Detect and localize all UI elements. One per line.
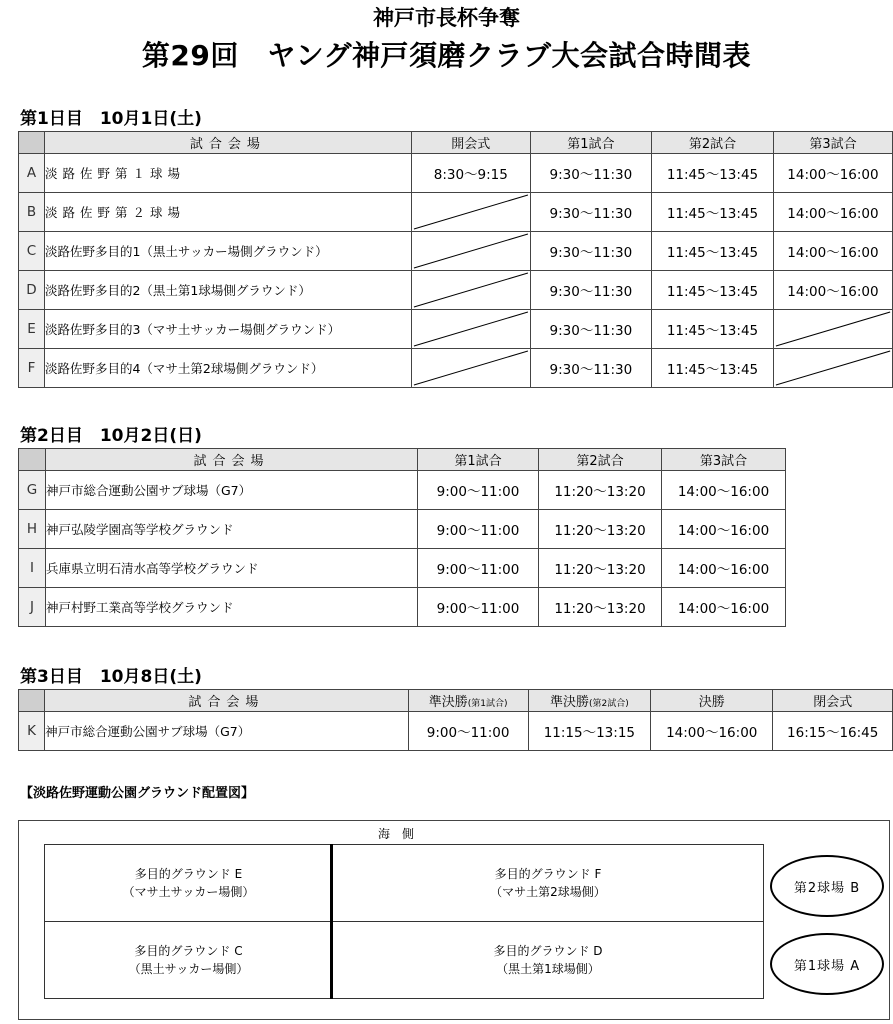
empty-cell-slash [411, 193, 530, 232]
field-a-ellipse [770, 933, 884, 995]
game2-time: 11:45～13:45 [652, 349, 774, 388]
game2-time: 11:20～13:20 [539, 549, 662, 588]
venue-letter: H [19, 510, 46, 549]
game1-time: 9:30～11:30 [530, 232, 651, 271]
table-row [19, 549, 786, 588]
semifinal1-time: 9:00～11:00 [408, 712, 528, 751]
header-game2: 第2試合 [539, 449, 662, 471]
game3-time: 14:00～16:00 [773, 154, 892, 193]
day2-table [18, 448, 786, 627]
table-row [19, 154, 893, 193]
game3-time: 14:00～16:00 [773, 193, 892, 232]
day1-heading: 第1日目 10月1日(土) [20, 109, 202, 129]
day3-table [18, 689, 893, 751]
day3-heading: 第3日目 10月8日(土) [20, 667, 202, 687]
ground-c-sub: （黒土サッカー場側） [128, 962, 249, 976]
ground-f-name: 多目的グラウンド F [494, 867, 602, 881]
venue-name: 淡路佐野多目的3（マサ土サッカー場側グラウンド） [44, 310, 411, 349]
game2-time: 11:45～13:45 [652, 193, 774, 232]
header-semifinal-label: 準決勝 [428, 695, 468, 710]
table-row [19, 712, 893, 751]
header-semifinal-sub: (第2試合) [588, 699, 629, 709]
header-semifinal-1 [408, 690, 528, 712]
table-row [19, 271, 893, 310]
venue-letter: A [19, 154, 45, 193]
empty-cell-slash [773, 349, 892, 388]
game2-time: 11:45～13:45 [652, 271, 774, 310]
header-semifinal-label: 準決勝 [549, 695, 589, 710]
ground-f [332, 844, 764, 922]
game1-time: 9:30～11:30 [530, 154, 651, 193]
sea-side-label: 海側 [378, 827, 427, 841]
venue-name: 淡路佐野第１球場 [44, 154, 411, 193]
table-header-row [19, 449, 786, 471]
header-game2: 第2試合 [652, 132, 774, 154]
game2-time: 11:20～13:20 [539, 510, 662, 549]
game2-time: 11:20～13:20 [539, 588, 662, 627]
venue-name: 兵庫県立明石清水高等学校グラウンド [46, 549, 418, 588]
empty-cell-slash [411, 349, 530, 388]
venue-letter: I [19, 549, 46, 588]
page-title: 第29回 ヤング神戸須磨クラブ大会試合時間表 [141, 39, 752, 72]
semifinal2-time: 11:15～13:15 [528, 712, 650, 751]
game1-time: 9:00～11:00 [418, 471, 539, 510]
field-a-label: 第1球場 A [793, 958, 861, 974]
header-venue: 試合会場 [44, 132, 411, 154]
header-opening: 開会式 [411, 132, 530, 154]
header-letter [19, 449, 46, 471]
header-game1: 第1試合 [418, 449, 539, 471]
empty-cell-slash [773, 310, 892, 349]
table-row [19, 310, 893, 349]
game3-time: 14:00～16:00 [773, 232, 892, 271]
venue-name: 神戸弘陵学園高等学校グラウンド [46, 510, 418, 549]
ground-e [44, 844, 333, 922]
header-semifinal-2 [528, 690, 650, 712]
header-letter [19, 690, 45, 712]
header-semifinal-sub: (第1試合) [467, 699, 508, 709]
header-venue: 試合会場 [45, 690, 409, 712]
ground-divider [330, 844, 333, 999]
venue-name: 淡路佐野多目的2（黒土第1球場側グラウンド） [44, 271, 411, 310]
header-final: 決勝 [651, 690, 773, 712]
game1-time: 9:30～11:30 [530, 271, 651, 310]
game1-time: 9:00～11:00 [418, 510, 539, 549]
game2-time: 11:45～13:45 [652, 154, 774, 193]
venue-letter: C [19, 232, 45, 271]
final-time: 14:00～16:00 [651, 712, 773, 751]
game2-time: 11:45～13:45 [652, 232, 774, 271]
empty-cell-slash [411, 271, 530, 310]
venue-name: 淡路佐野多目的4（マサ土第2球場側グラウンド） [44, 349, 411, 388]
venue-name: 神戸村野工業高等学校グラウンド [46, 588, 418, 627]
empty-cell-slash [411, 232, 530, 271]
ground-f-sub: （マサ土第2球場側） [490, 885, 606, 899]
venue-name: 神戸市総合運動公園サブ球場（G7） [45, 712, 409, 751]
header-game3: 第3試合 [773, 132, 892, 154]
game3-time: 14:00～16:00 [773, 271, 892, 310]
field-b-ellipse [770, 855, 884, 917]
venue-name: 淡路佐野第２球場 [44, 193, 411, 232]
game2-time: 11:45～13:45 [652, 310, 774, 349]
venue-letter: J [19, 588, 46, 627]
venue-name: 淡路佐野多目的1（黒土サッカー場側グラウンド） [44, 232, 411, 271]
ground-e-name: 多目的グラウンド E [134, 867, 243, 881]
game3-time: 14:00～16:00 [662, 549, 786, 588]
table-row [19, 349, 893, 388]
ground-c-name: 多目的グラウンド C [134, 944, 243, 958]
game3-time: 14:00～16:00 [662, 510, 786, 549]
table-header-row [19, 132, 893, 154]
venue-name: 神戸市総合運動公園サブ球場（G7） [46, 471, 418, 510]
venue-letter: G [19, 471, 46, 510]
header-game3: 第3試合 [662, 449, 786, 471]
title-line-1: 神戸市長杯争奪 [373, 6, 520, 30]
game1-time: 9:30～11:30 [530, 349, 651, 388]
layout-heading: 【淡路佐野運動公園グラウンド配置図】 [20, 786, 255, 801]
closing-time: 16:15～16:45 [773, 712, 893, 751]
table-header-row [19, 690, 893, 712]
ground-d-name: 多目的グラウンド D [493, 944, 603, 958]
field-b-label: 第2球場 B [793, 880, 861, 896]
table-row [19, 193, 893, 232]
empty-cell-slash [411, 310, 530, 349]
venue-letter: F [19, 349, 45, 388]
table-row [19, 232, 893, 271]
ground-c [44, 921, 333, 999]
day2-heading: 第2日目 10月2日(日) [20, 426, 202, 446]
opening-time: 8:30～9:15 [411, 154, 530, 193]
game3-time: 14:00～16:00 [662, 471, 786, 510]
header-closing: 閉会式 [773, 690, 893, 712]
game1-time: 9:00～11:00 [418, 549, 539, 588]
ground-d [332, 921, 764, 999]
header-game1: 第1試合 [530, 132, 651, 154]
table-row [19, 588, 786, 627]
header-letter [19, 132, 45, 154]
venue-letter: E [19, 310, 45, 349]
game2-time: 11:20～13:20 [539, 471, 662, 510]
game3-time: 14:00～16:00 [662, 588, 786, 627]
ground-d-sub: （黒土第1球場側） [496, 962, 600, 976]
day1-table [18, 131, 893, 388]
header-venue: 試合会場 [46, 449, 418, 471]
game1-time: 9:30～11:30 [530, 310, 651, 349]
venue-letter: B [19, 193, 45, 232]
game1-time: 9:00～11:00 [418, 588, 539, 627]
table-row [19, 510, 786, 549]
ground-e-sub: （マサ土サッカー場側） [122, 885, 255, 899]
game1-time: 9:30～11:30 [530, 193, 651, 232]
venue-letter: D [19, 271, 45, 310]
venue-letter: K [19, 712, 45, 751]
table-row [19, 471, 786, 510]
